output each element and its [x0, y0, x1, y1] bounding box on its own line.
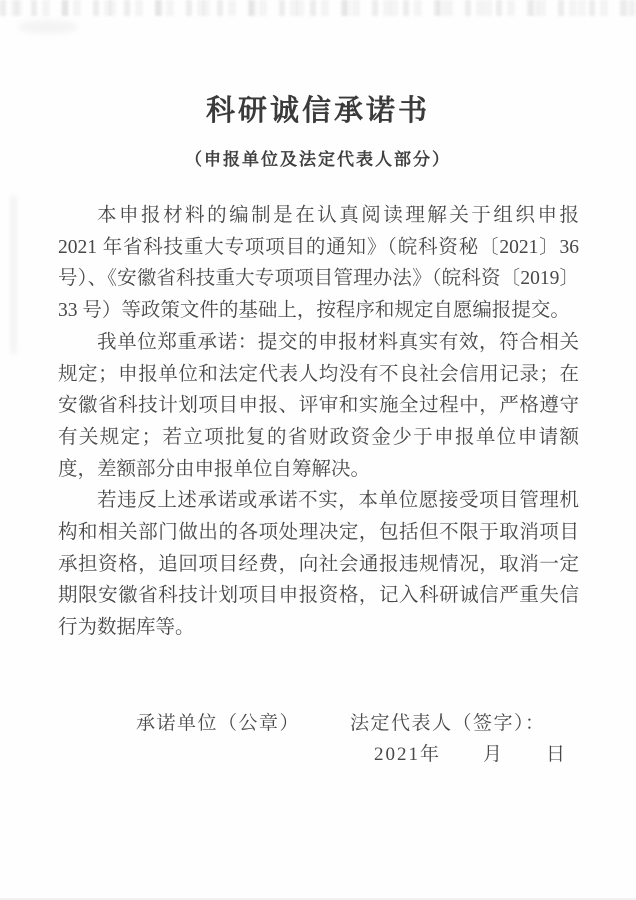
- document-body: [58, 200, 579, 644]
- body-line: 规定；申报单位和法定代表人均没有不良社会信用记录；在: [58, 363, 579, 385]
- document-title: 科研诚信承诺书: [205, 95, 430, 127]
- body-line: 构和相关部门做出的各项处理决定，包括但不限于取消项目: [58, 522, 579, 544]
- body-line: 承担资格，追回项目经费，向社会通报违规情况，取消一定: [58, 553, 579, 575]
- scan-smudge-artifact: [18, 20, 78, 34]
- signature-date-line: 2021年 月 日: [374, 743, 568, 765]
- scan-smudge-artifact: [10, 195, 17, 355]
- body-line: 安徽省科技计划项目申报、评审和实施全过程中，严格遵守: [58, 395, 579, 417]
- paragraph-notice-basis: [58, 200, 579, 327]
- body-line: 期限安徽省科技计划项目申报资格，记入科研诚信严重失信: [58, 585, 579, 607]
- body-line: 本申报材料的编制是在认真阅读理解关于组织申报: [97, 205, 579, 226]
- body-line: 有关规定；若立项批复的省财政资金少于申报单位申请额: [58, 426, 579, 448]
- signature-unit-label: 承诺单位（公章）: [136, 712, 301, 734]
- body-line: 行为数据库等。: [58, 617, 195, 639]
- paragraph-commitments: [58, 327, 579, 486]
- body-line: 号）、《安徽省科技重大专项项目管理办法》（皖科资〔2019〕: [58, 268, 579, 290]
- body-line: 2021 年省科技重大专项项目的通知》（皖科资秘〔2021〕36: [58, 236, 579, 258]
- body-line: 33 号）等政策文件的基础上，按程序和规定自愿编报提交。: [58, 300, 570, 322]
- document-subtitle: （申报单位及法定代表人部分）: [185, 150, 451, 169]
- body-line: 度，差额部分由申报单位自筹解决。: [58, 458, 371, 480]
- body-line: 若违反上述承诺或承诺不实，本单位愿接受项目管理机: [97, 490, 579, 512]
- body-line: 我单位郑重承诺：提交的申报材料真实有效，符合相关: [97, 331, 579, 353]
- paragraph-penalties: [58, 485, 579, 644]
- scan-noise-artifact: [0, 0, 636, 16]
- signature-representative-label: 法定代表人（签字）：: [350, 712, 546, 734]
- signature-block: [0, 708, 636, 788]
